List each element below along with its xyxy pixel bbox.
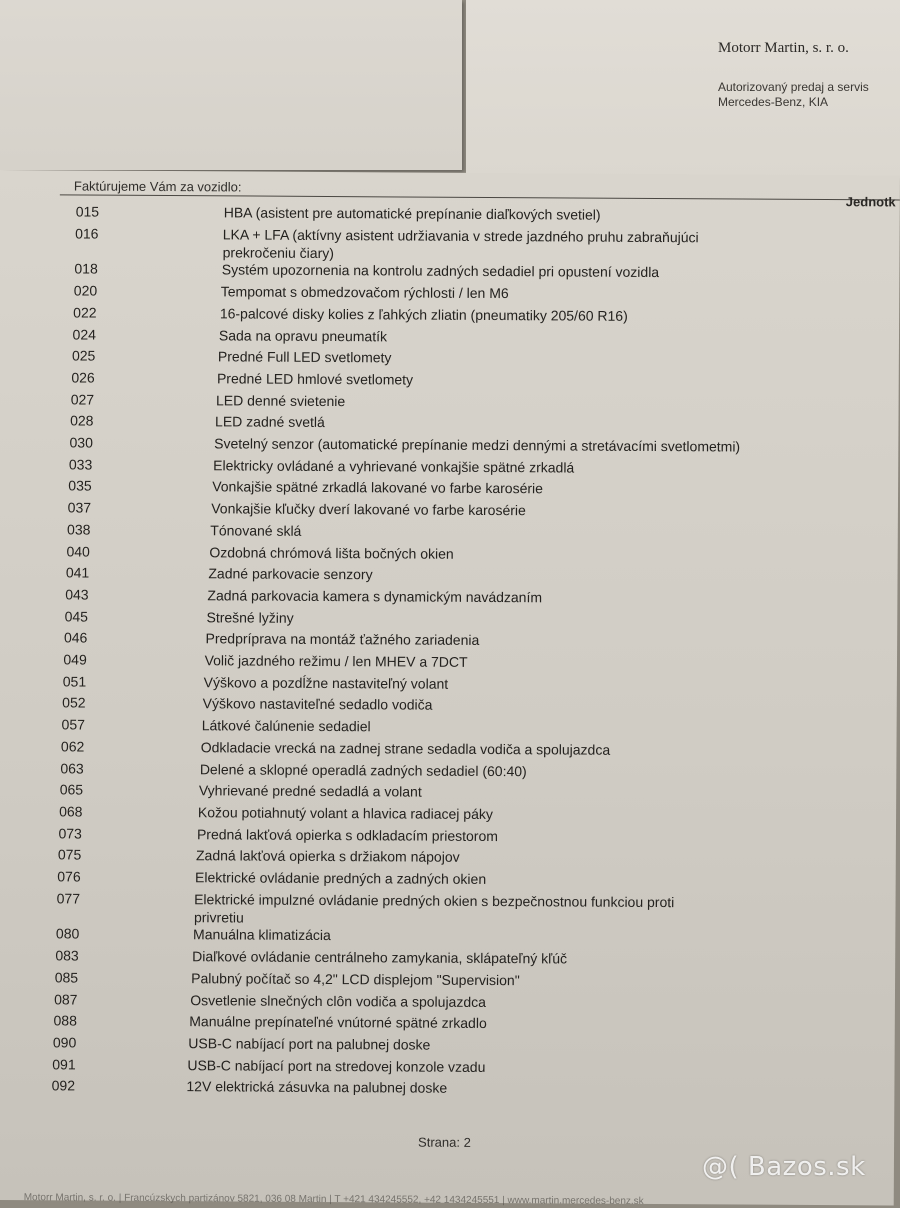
item-code: 040: [66, 542, 90, 560]
footer-contact: Motorr Martin, s. r. o. | Francúzskych partizánov 5821, 036 08 Martin | T +421 434245552, +42 1434245551 | www.martin.mercedes-benz.sk: [23, 1192, 644, 1207]
item-description: [221, 282, 821, 304]
item-description-line: Látkové čalúnenie sedadiel: [201, 717, 371, 735]
item-description-line: Vonkajšie kľučky dverí lakované vo farbe karosérie: [211, 500, 526, 519]
item-description: [203, 695, 803, 717]
item-description: [188, 1034, 788, 1056]
item-code: 043: [65, 586, 89, 603]
item-description: [209, 543, 809, 565]
item-description: [205, 651, 805, 673]
item-description: [222, 261, 822, 283]
item-code: 022: [73, 304, 97, 321]
item-code: 030: [69, 434, 93, 451]
item-description-line: Odkladacie vrecká na zadnej strane sedadla vodiča a spolujazdca: [200, 739, 611, 758]
item-code: 046: [63, 629, 88, 646]
item-code: 062: [60, 738, 85, 755]
item-description-line: Vyhrievané predné sedadlá a volant: [198, 782, 422, 800]
item-code: 041: [65, 564, 90, 581]
item-description-line: Predné Full LED svetlomety: [217, 348, 392, 366]
item-description-line: Ozdobná chrómová lišta bočných okien: [209, 543, 454, 562]
item-description-line: Systém upozornenia na kontrolu zadných sedadiel pri opustení vozidla: [221, 261, 660, 281]
item-description-line: Predpríprava na montáž ťažného zariadenia: [205, 630, 480, 649]
item-description: [220, 304, 820, 326]
item-code: 045: [64, 607, 89, 625]
item-code: 020: [73, 282, 98, 299]
item-description: [189, 1012, 789, 1034]
item-description: [194, 890, 794, 930]
item-code: 076: [57, 868, 81, 885]
item-description-line: USB-C nabíjací port na stredovej konzole vzadu: [187, 1056, 486, 1075]
item-description: [223, 225, 823, 265]
item-description-line: Diaľkové ovládanie centrálneho zamykania, sklápateľný kľúč: [192, 948, 568, 967]
item-description: [191, 969, 791, 991]
company-name: Motorr Martin, s. r. o.: [718, 40, 849, 56]
item-description: [218, 348, 818, 370]
item-code: 063: [60, 759, 84, 777]
item-description-line: LED zadné svetlá: [215, 413, 325, 431]
item-code: 051: [62, 673, 87, 690]
item-description-line: 12V elektrická zásuvka na palubnej doske: [186, 1078, 448, 1097]
company-tagline-2: Mercedes-Benz, KIA: [718, 95, 829, 109]
equipment-list: [0, 170, 900, 1205]
item-code: 018: [74, 260, 98, 277]
item-description: [217, 369, 817, 391]
item-description-line: Vonkajšie spätné zrkadlá lakované vo farbe karosérie: [212, 478, 544, 497]
item-description-line: Palubný počítač so 4,2" LCD displejom "Supervision": [191, 969, 520, 988]
item-description: [187, 1056, 787, 1078]
item-description-line: Výškovo nastaviteľné sedadlo vodiča: [202, 695, 433, 714]
item-code: 068: [59, 803, 83, 820]
item-code: 090: [52, 1034, 77, 1051]
item-description: [204, 673, 804, 695]
item-description-line: Zadná lakťová opierka s držiakom nápojov: [195, 847, 460, 866]
item-description-line: LED denné svietenie: [215, 391, 346, 409]
item-description-line: Elektrické impulzné ovládanie predných okien s bezpečnostnou funkciou proti: [194, 890, 675, 910]
item-code: 026: [71, 369, 95, 386]
item-description: [206, 608, 806, 630]
item-code: 057: [61, 716, 85, 733]
invoice-heading: Faktúrujeme Vám za vozidlo:: [73, 178, 242, 195]
item-description-line: Výškovo a pozdĺžne nastaviteľný volant: [203, 673, 449, 692]
item-code: 027: [70, 391, 95, 408]
item-code: 028: [70, 412, 94, 429]
item-description: [215, 413, 815, 435]
item-description: [207, 586, 807, 608]
item-description: [212, 478, 812, 500]
item-description-line: Elektricky ovládané a vyhrievané vonkajšie spätné zrkadlá: [213, 456, 575, 476]
item-description-line: USB-C nabíjací port na palubnej doske: [188, 1035, 431, 1053]
item-description-line: Zadná parkovacia kamera s dynamickým navádzaním: [207, 587, 543, 606]
item-code: 025: [71, 347, 96, 364]
item-description: [211, 499, 811, 521]
paper-sheet-left: [0, 0, 462, 170]
item-code: 016: [75, 225, 99, 242]
bazos-watermark: @( Bazos.sk: [702, 1152, 866, 1182]
item-description-line: Manuálne prepínateľné vnútorné spätné zrkadlo: [189, 1013, 487, 1032]
item-description-line: Volič jazdného režimu / len MHEV a 7DCT: [204, 652, 468, 670]
item-code: 088: [53, 1012, 77, 1029]
item-description-line: HBA (asistent pre automatické prepínanie diaľkových svetiel): [223, 204, 601, 223]
item-description: [193, 926, 793, 948]
item-description-line: Elektrické ovládanie predných a zadných okien: [195, 869, 487, 887]
company-tagline-1: Autorizovaný predaj a servis: [718, 80, 869, 94]
item-description: [195, 868, 795, 890]
item-description: [199, 781, 799, 803]
invoice-page: [0, 170, 900, 1205]
item-code: 035: [68, 477, 92, 494]
item-description: [213, 456, 813, 478]
item-description-line: prekročeniu čiary): [222, 244, 334, 261]
item-description-line: Osvetlenie slnečných clôn vodiča a spolujazdca: [190, 991, 487, 1010]
page-number: Strana: 2: [418, 1134, 471, 1150]
item-description: [192, 947, 792, 969]
item-description: [214, 434, 814, 456]
item-description: [197, 825, 797, 847]
item-description: [200, 760, 800, 782]
item-description: [190, 991, 790, 1013]
item-code: 049: [63, 651, 87, 668]
item-code: 083: [55, 947, 79, 964]
item-description-line: Svetelný senzor (automatické prepínanie medzi dennými a stretávacími svetlometmi): [214, 435, 741, 455]
item-description: [198, 803, 798, 825]
item-description-line: Predná lakťová opierka s odkladacím priestorom: [196, 825, 498, 844]
item-code: 033: [68, 456, 93, 473]
item-description-line: Manuálna klimatizácia: [193, 926, 331, 944]
item-description: [201, 738, 801, 760]
item-code: 080: [55, 925, 80, 942]
item-code: 038: [67, 521, 91, 538]
item-code: 091: [52, 1055, 76, 1073]
unit-column-header: Jednotk: [845, 194, 896, 210]
item-code: 015: [75, 203, 100, 220]
item-code: 024: [72, 325, 97, 343]
item-code: 052: [62, 694, 86, 711]
item-description-line: Sada na opravu pneumatík: [218, 326, 388, 344]
item-description-line: Predné LED hmlové svetlomety: [216, 370, 414, 388]
item-code: 073: [58, 824, 82, 842]
item-code: 077: [56, 890, 81, 907]
item-description: [219, 326, 819, 348]
item-description: [186, 1077, 786, 1099]
item-description-line: Kožou potiahnutý volant a hlavica radiacej páky: [197, 804, 493, 822]
item-description-line: Tempomat s obmedzovačom rýchlosti / len M6: [220, 283, 509, 302]
item-code: 087: [54, 990, 78, 1007]
item-description: [224, 203, 824, 225]
item-description-line: 16-palcové disky kolies z ľahkých zliatin (pneumatiky 205/60 R16): [219, 305, 628, 324]
item-code: 075: [57, 846, 82, 863]
item-description: [210, 521, 810, 543]
item-description-line: Delené a sklopné operadlá zadných sedadiel (60:40): [199, 760, 527, 779]
item-code: 085: [54, 969, 79, 986]
item-description: [208, 564, 808, 586]
item-description: [196, 847, 796, 869]
item-code: 065: [59, 781, 84, 798]
item-description-line: Strešné lyžiny: [206, 608, 294, 626]
item-description: [205, 630, 805, 652]
item-description: [202, 716, 802, 738]
item-code: 037: [67, 499, 92, 516]
item-code: 092: [51, 1077, 76, 1094]
item-description: [216, 391, 816, 413]
item-description-line: LKA + LFA (aktívny asistent udržiavania v strede jazdného pruhu zabraňujúci: [222, 226, 699, 245]
item-description-line: privretiu: [193, 908, 244, 926]
item-description-line: Zadné parkovacie senzory: [208, 565, 373, 583]
item-description-line: Tónované sklá: [210, 522, 302, 539]
